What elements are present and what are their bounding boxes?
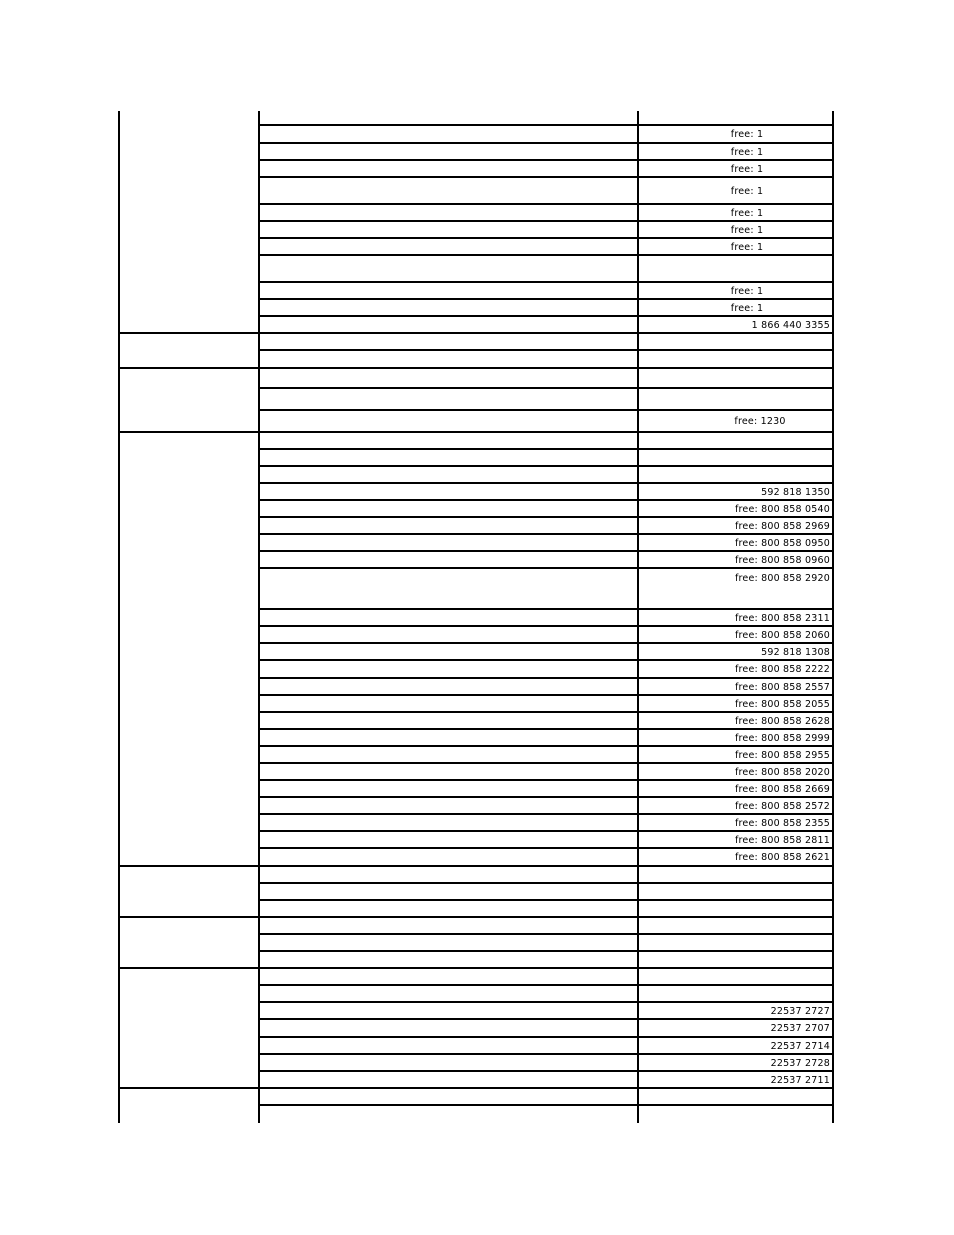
- table-group-rule: [119, 431, 834, 433]
- table-group-rule: [119, 1087, 834, 1089]
- phone-number-cell: 1 866 440 3355: [751, 320, 830, 331]
- table-row-rule: [259, 124, 834, 126]
- table-row-rule: [259, 1001, 834, 1003]
- table-group-rule: [119, 367, 834, 369]
- phone-number-cell: free: 1: [730, 225, 764, 236]
- phone-number-cell: free: 800 858 2811: [734, 835, 830, 846]
- table-group-rule: [119, 865, 834, 867]
- table-row-rule: [259, 882, 834, 884]
- table-row-rule: [259, 1036, 834, 1038]
- table-row-rule: [259, 711, 834, 713]
- phone-number-cell: free: 800 858 0950: [734, 538, 830, 549]
- phone-number-cell: free: 800 858 2969: [734, 521, 830, 532]
- phone-number-cell: 592 818 1308: [761, 647, 830, 658]
- table-row-rule: [259, 315, 834, 317]
- table-row-rule: [259, 762, 834, 764]
- table-column-rule: [118, 111, 120, 1123]
- table-row-rule: [259, 779, 834, 781]
- phone-number-cell: free: 800 858 0540: [734, 504, 830, 515]
- table-row-rule: [259, 899, 834, 901]
- table-group-rule: [119, 332, 834, 334]
- table-row-rule: [259, 608, 834, 610]
- table-row-rule: [259, 254, 834, 256]
- phone-number-cell: free: 800 858 2355: [734, 818, 830, 829]
- table-group-rule: [119, 967, 834, 969]
- table-row-rule: [259, 465, 834, 467]
- table-row-rule: [259, 550, 834, 552]
- phone-number-cell: 22537 2728: [770, 1058, 830, 1069]
- phone-number-cell: free: 1: [730, 208, 764, 219]
- table-row-rule: [259, 830, 834, 832]
- phone-number-cell: free: 800 858 2060: [734, 630, 830, 641]
- phone-number-cell: free: 800 858 2020: [734, 767, 830, 778]
- phone-number-cell: free: 1: [730, 303, 764, 314]
- phone-number-cell: 22537 2714: [770, 1041, 830, 1052]
- phone-number-cell: 22537 2707: [770, 1023, 830, 1034]
- table-column-rule: [637, 111, 639, 1123]
- phone-number-cell: free: 800 858 2999: [734, 733, 830, 744]
- table-row-rule: [259, 387, 834, 389]
- table-row-rule: [259, 1104, 834, 1106]
- table-row-rule: [259, 1053, 834, 1055]
- phone-number-cell: free: 800 858 2920: [734, 573, 830, 584]
- table-row-rule: [259, 1018, 834, 1020]
- table-row-rule: [259, 409, 834, 411]
- phone-number-cell: free: 800 858 2311: [734, 613, 830, 624]
- phone-number-cell: free: 1: [730, 129, 764, 140]
- table-column-rule: [832, 111, 834, 1123]
- table-row-rule: [259, 499, 834, 501]
- contact-table: [119, 111, 835, 1123]
- table-row-rule: [259, 203, 834, 205]
- table-row-rule: [259, 237, 834, 239]
- phone-number-cell: free: 800 858 2557: [734, 682, 830, 693]
- table-row-rule: [259, 625, 834, 627]
- table-row-rule: [259, 642, 834, 644]
- table-row-rule: [259, 813, 834, 815]
- phone-number-cell: free: 800 858 2628: [734, 716, 830, 727]
- phone-number-cell: free: 1: [730, 164, 764, 175]
- table-row-rule: [259, 176, 834, 178]
- table-row-rule: [259, 694, 834, 696]
- phone-number-cell: 22537 2711: [770, 1075, 830, 1086]
- phone-number-cell: 592 818 1350: [761, 487, 830, 498]
- table-row-rule: [259, 220, 834, 222]
- table-row-rule: [259, 847, 834, 849]
- table-row-rule: [259, 796, 834, 798]
- phone-number-cell: free: 800 858 2669: [734, 784, 830, 795]
- table-row-rule: [259, 159, 834, 161]
- table-row-rule: [259, 448, 834, 450]
- phone-number-cell: free: 1: [730, 286, 764, 297]
- table-row-rule: [259, 950, 834, 952]
- table-row-rule: [259, 677, 834, 679]
- phone-number-cell: free: 800 858 2955: [734, 750, 830, 761]
- phone-number-cell: free: 800 858 2222: [734, 664, 830, 675]
- table-row-rule: [259, 984, 834, 986]
- table-row-rule: [259, 482, 834, 484]
- table-row-rule: [259, 142, 834, 144]
- table-column-rule: [258, 111, 260, 1123]
- phone-number-cell: free: 1: [730, 147, 764, 158]
- table-row-rule: [259, 933, 834, 935]
- table-row-rule: [259, 298, 834, 300]
- table-row-rule: [259, 281, 834, 283]
- table-row-rule: [259, 745, 834, 747]
- table-row-rule: [259, 1070, 834, 1072]
- table-group-rule: [119, 916, 834, 918]
- phone-number-cell: free: 1: [730, 186, 764, 197]
- phone-number-cell: free: 1230: [734, 416, 786, 427]
- phone-number-cell: free: 1: [730, 242, 764, 253]
- phone-number-cell: 22537 2727: [770, 1006, 830, 1017]
- table-row-rule: [259, 728, 834, 730]
- table-row-rule: [259, 659, 834, 661]
- phone-number-cell: free: 800 858 2572: [734, 801, 830, 812]
- table-row-rule: [259, 533, 834, 535]
- phone-number-cell: free: 800 858 0960: [734, 555, 830, 566]
- phone-number-cell: free: 800 858 2055: [734, 699, 830, 710]
- table-row-rule: [259, 567, 834, 569]
- table-row-rule: [259, 349, 834, 351]
- phone-number-cell: free: 800 858 2621: [734, 852, 830, 863]
- table-row-rule: [259, 516, 834, 518]
